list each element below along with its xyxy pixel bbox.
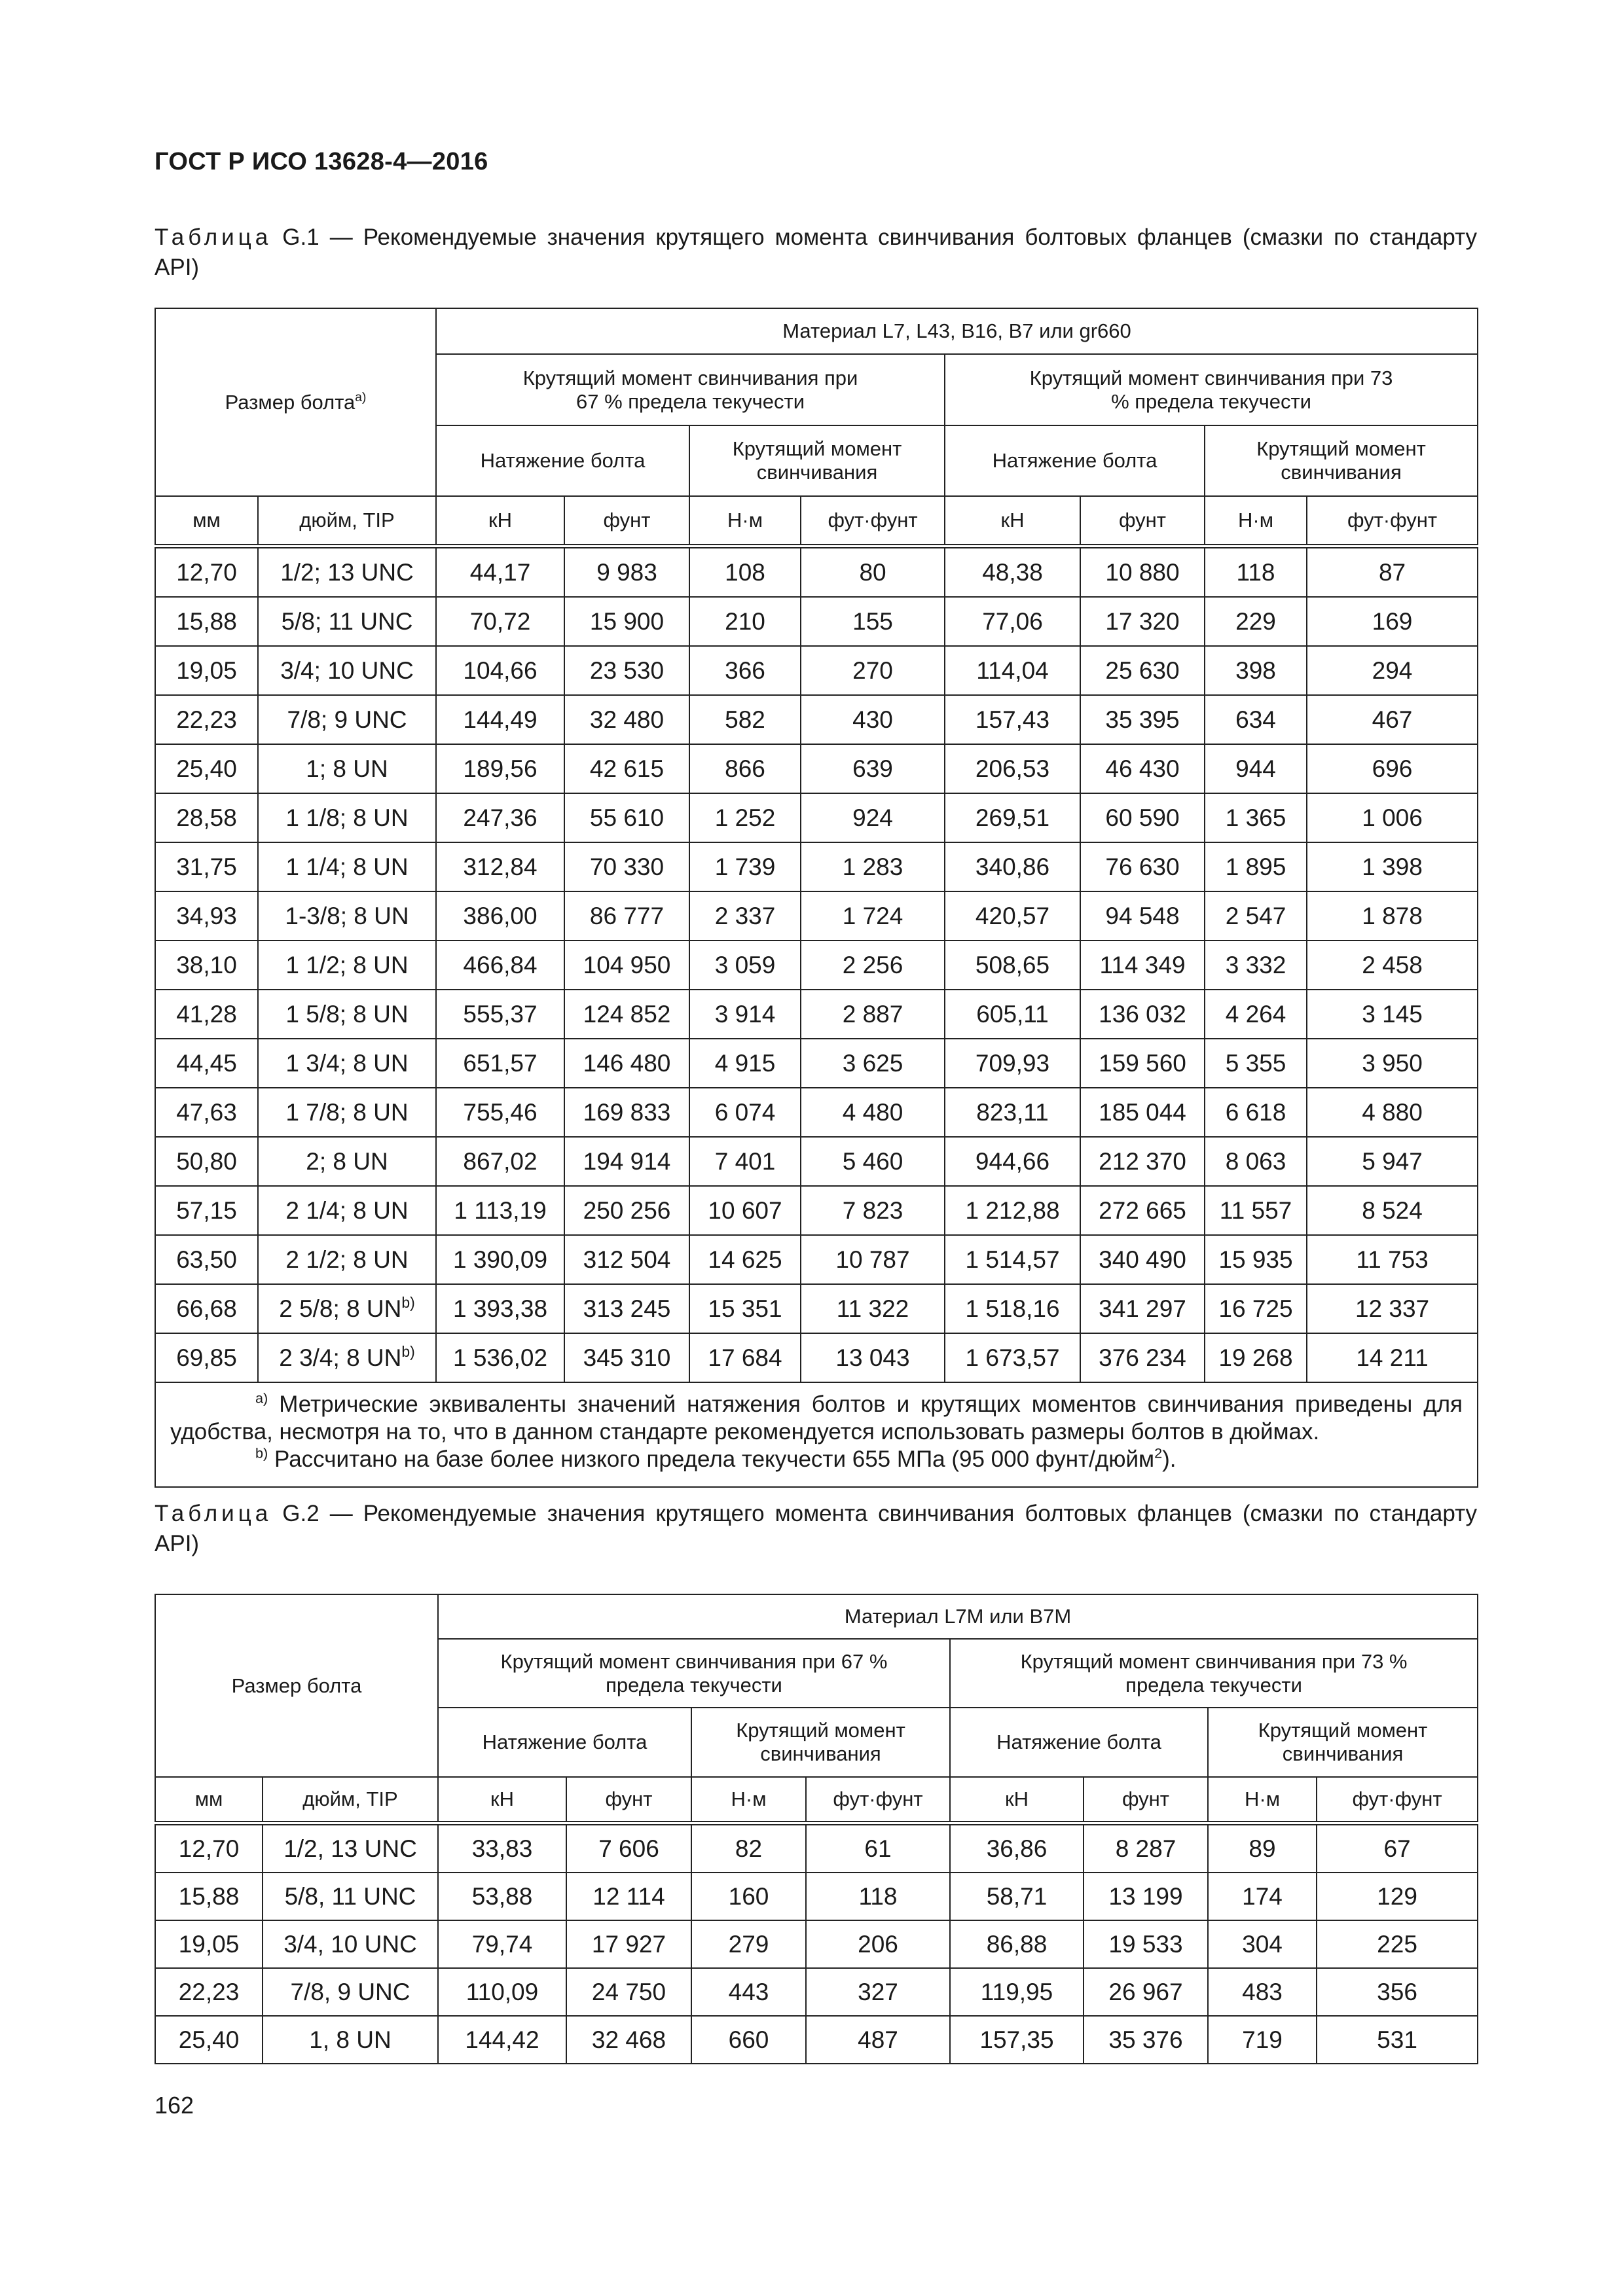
cell-lb73: 60 590 [1080, 793, 1205, 842]
cell-mm: 50,80 [155, 1137, 258, 1186]
cell-lb67: 104 950 [564, 941, 689, 990]
cell-mm: 63,50 [155, 1235, 258, 1284]
cell-nm73: 229 [1205, 597, 1307, 646]
cell-inch: 1; 8 UN [258, 744, 436, 793]
cell-mm: 19,05 [155, 1920, 263, 1968]
unit-header: мм [155, 496, 258, 547]
cell-ftlb73: 3 950 [1307, 1039, 1478, 1088]
cell-inch: 1-3/8; 8 UN [258, 891, 436, 941]
cell-kn67: 189,56 [436, 744, 564, 793]
table-row [155, 941, 1478, 990]
cell-nm67: 14 625 [689, 1235, 801, 1284]
cell-ftlb67: 2 256 [801, 941, 945, 990]
cell-lb67: 194 914 [564, 1137, 689, 1186]
cell-kn67: 33,83 [438, 1823, 566, 1873]
cell-mm: 25,40 [155, 2016, 263, 2064]
cell-mm: 12,70 [155, 547, 258, 598]
cell-nm73: 3 332 [1205, 941, 1307, 990]
cell-lb67: 23 530 [564, 646, 689, 695]
cell-lb73: 35 395 [1080, 695, 1205, 744]
cell-kn73: 709,93 [945, 1039, 1080, 1088]
table-row [155, 1333, 1478, 1382]
bolt-size-header: Размер болта$^{a)}$ [155, 308, 436, 496]
cell-lb67: 42 615 [564, 744, 689, 793]
unit-header: дюйм, TIP [258, 496, 436, 547]
table-row [155, 547, 1478, 598]
cell-kn73: 269,51 [945, 793, 1080, 842]
tension-67-header: Натяжение болта [438, 1708, 691, 1777]
table-row [155, 1284, 1478, 1333]
cell-lb73: 17 320 [1080, 597, 1205, 646]
cell-kn67: 1 113,19 [436, 1186, 564, 1235]
cell-lb73: 19 533 [1084, 1920, 1208, 1968]
cell-mm: 15,88 [155, 597, 258, 646]
table-row [155, 1088, 1478, 1137]
cell-lb73: 272 665 [1080, 1186, 1205, 1235]
cell-lb67: 12 114 [566, 1873, 691, 1920]
cell-nm67: 1 739 [689, 842, 801, 891]
cell-kn73: 944,66 [945, 1137, 1080, 1186]
torque-value-73-header: Крутящий момент свинчивания [1208, 1708, 1478, 1777]
cell-inch: 1 1/4; 8 UN [258, 842, 436, 891]
cell-nm73: 5 355 [1205, 1039, 1307, 1088]
table2-caption-label: Таблица [155, 1501, 272, 1526]
cell-lb67: 17 927 [566, 1920, 691, 1968]
cell-ftlb67: 270 [801, 646, 945, 695]
cell-mm: 22,23 [155, 1968, 263, 2016]
cell-nm73: 16 725 [1205, 1284, 1307, 1333]
cell-ftlb73: 3 145 [1307, 990, 1478, 1039]
cell-nm73: 2 547 [1205, 891, 1307, 941]
cell-nm67: 660 [691, 2016, 806, 2064]
cell-kn67: 386,00 [436, 891, 564, 941]
cell-kn73: 420,57 [945, 891, 1080, 941]
unit-header: кН [436, 496, 564, 547]
cell-mm: 38,10 [155, 941, 258, 990]
cell-kn67: 70,72 [436, 597, 564, 646]
cell-lb73: 13 199 [1084, 1873, 1208, 1920]
cell-lb67: 9 983 [564, 547, 689, 598]
table-row [155, 1920, 1478, 1968]
unit-header: мм [155, 1777, 263, 1823]
material-header: Материал L7M или B7M [438, 1594, 1478, 1639]
footnote-b: $^{b)}$ Рассчитано на базе более низкого предела текучести 655 МПа (95 000 фунт/дюйм$^2$). [255, 1444, 1176, 1472]
table-row [155, 1137, 1478, 1186]
cell-ftlb67: 487 [806, 2016, 950, 2064]
cell-lb73: 376 234 [1080, 1333, 1205, 1382]
cell-nm73: 483 [1208, 1968, 1317, 2016]
cell-nm73: 8 063 [1205, 1137, 1307, 1186]
cell-kn67: 312,84 [436, 842, 564, 891]
cell-nm73: 174 [1208, 1873, 1317, 1920]
cell-inch: 1 5/8; 8 UN [258, 990, 436, 1039]
cell-nm73: 1 895 [1205, 842, 1307, 891]
table-row [155, 1186, 1478, 1235]
cell-kn67: 555,37 [436, 990, 564, 1039]
cell-nm67: 3 059 [689, 941, 801, 990]
torque-value-73-header: Крутящий момент свинчивания [1205, 425, 1478, 496]
cell-lb73: 341 297 [1080, 1284, 1205, 1333]
table1-footnotes [155, 1382, 1478, 1487]
cell-kn67: 1 390,09 [436, 1235, 564, 1284]
table-row [155, 646, 1478, 695]
cell-kn73: 1 514,57 [945, 1235, 1080, 1284]
cell-lb73: 26 967 [1084, 1968, 1208, 2016]
unit-header: кН [950, 1777, 1084, 1823]
cell-nm73: 719 [1208, 2016, 1317, 2064]
cell-nm67: 866 [689, 744, 801, 793]
table-row [155, 1823, 1478, 1873]
unit-header: дюйм, TIP [263, 1777, 438, 1823]
cell-mm: 34,93 [155, 891, 258, 941]
table2-caption [155, 1499, 1477, 1559]
cell-mm: 25,40 [155, 744, 258, 793]
cell-ftlb73: 356 [1317, 1968, 1478, 2016]
cell-nm73: 304 [1208, 1920, 1317, 1968]
table-row [155, 1039, 1478, 1088]
cell-lb73: 94 548 [1080, 891, 1205, 941]
cell-ftlb73: 1 006 [1307, 793, 1478, 842]
cell-kn73: 340,86 [945, 842, 1080, 891]
cell-kn67: 466,84 [436, 941, 564, 990]
cell-lb67: 7 606 [566, 1823, 691, 1873]
cell-kn73: 157,35 [950, 2016, 1084, 2064]
cell-kn67: 110,09 [438, 1968, 566, 2016]
table-row [155, 695, 1478, 744]
cell-nm67: 160 [691, 1873, 806, 1920]
cell-kn73: 86,88 [950, 1920, 1084, 1968]
table-row [155, 891, 1478, 941]
unit-header: Н·м [689, 496, 801, 547]
unit-header: фунт [1080, 496, 1205, 547]
cell-nm67: 17 684 [689, 1333, 801, 1382]
unit-header: Н·м [691, 1777, 806, 1823]
cell-mm: 31,75 [155, 842, 258, 891]
cell-lb73: 46 430 [1080, 744, 1205, 793]
torque-table-g1 [155, 308, 1478, 1488]
cell-kn67: 104,66 [436, 646, 564, 695]
cell-inch: 1 1/8; 8 UN [258, 793, 436, 842]
cell-kn73: 157,43 [945, 695, 1080, 744]
cell-nm73: 15 935 [1205, 1235, 1307, 1284]
cell-ftlb73: 225 [1317, 1920, 1478, 1968]
table-row [155, 842, 1478, 891]
page-number: 162 [155, 2092, 194, 2119]
cell-inch: 3/4, 10 UNC [263, 1920, 438, 1968]
cell-lb73: 212 370 [1080, 1137, 1205, 1186]
cell-ftlb67: 11 322 [801, 1284, 945, 1333]
table-row [155, 597, 1478, 646]
cell-nm67: 366 [689, 646, 801, 695]
cell-lb67: 124 852 [564, 990, 689, 1039]
cell-lb73: 10 880 [1080, 547, 1205, 598]
cell-lb73: 76 630 [1080, 842, 1205, 891]
cell-nm73: 19 268 [1205, 1333, 1307, 1382]
footnote-marker: b) [401, 1293, 415, 1311]
cell-mm: 57,15 [155, 1186, 258, 1235]
cell-ftlb73: 8 524 [1307, 1186, 1478, 1235]
unit-header: Н·м [1208, 1777, 1317, 1823]
cell-ftlb67: 10 787 [801, 1235, 945, 1284]
cell-inch: 5/8, 11 UNC [263, 1873, 438, 1920]
cell-ftlb67: 1 283 [801, 842, 945, 891]
unit-header: фут·фунт [1317, 1777, 1478, 1823]
table-row [155, 1968, 1478, 2016]
cell-mm: 41,28 [155, 990, 258, 1039]
cell-lb67: 15 900 [564, 597, 689, 646]
cell-inch: 1/2; 13 UNC [258, 547, 436, 598]
cell-ftlb67: 2 887 [801, 990, 945, 1039]
cell-kn73: 114,04 [945, 646, 1080, 695]
cell-ftlb73: 467 [1307, 695, 1478, 744]
table2-caption-text: G.2 — Рекомендуемые значения крутящего момента свинчивания болтовых фланцев (смазки по стандарту API) [155, 1501, 1477, 1556]
cell-nm73: 11 557 [1205, 1186, 1307, 1235]
cell-kn67: 867,02 [436, 1137, 564, 1186]
cell-nm67: 443 [691, 1968, 806, 2016]
cell-lb67: 24 750 [566, 1968, 691, 2016]
cell-mm: 47,63 [155, 1088, 258, 1137]
tension-67-header: Натяжение болта [436, 425, 689, 496]
unit-header: фут·фунт [806, 1777, 950, 1823]
cell-lb67: 86 777 [564, 891, 689, 941]
cell-ftlb73: 531 [1317, 2016, 1478, 2064]
cell-lb67: 55 610 [564, 793, 689, 842]
cell-inch: 1, 8 UN [263, 2016, 438, 2064]
cell-ftlb73: 12 337 [1307, 1284, 1478, 1333]
tension-73-header: Натяжение болта [950, 1708, 1208, 1777]
cell-ftlb67: 4 480 [801, 1088, 945, 1137]
cell-kn73: 58,71 [950, 1873, 1084, 1920]
cell-ftlb67: 639 [801, 744, 945, 793]
cell-nm73: 398 [1205, 646, 1307, 695]
cell-lb73: 136 032 [1080, 990, 1205, 1039]
cell-inch: 1 3/4; 8 UN [258, 1039, 436, 1088]
cell-lb73: 35 376 [1084, 2016, 1208, 2064]
cell-ftlb73: 14 211 [1307, 1333, 1478, 1382]
cell-kn67: 44,17 [436, 547, 564, 598]
cell-ftlb73: 2 458 [1307, 941, 1478, 990]
cell-lb67: 169 833 [564, 1088, 689, 1137]
cell-nm67: 10 607 [689, 1186, 801, 1235]
cell-inch: 1/2, 13 UNC [263, 1823, 438, 1873]
cell-nm67: 4 915 [689, 1039, 801, 1088]
cell-kn67: 755,46 [436, 1088, 564, 1137]
table-row [155, 793, 1478, 842]
cell-ftlb73: 4 880 [1307, 1088, 1478, 1137]
torque-67-header: Крутящий момент свинчивания при 67 % предела текучести [436, 354, 945, 425]
torque-table-g2 [155, 1594, 1478, 2064]
cell-kn73: 1 212,88 [945, 1186, 1080, 1235]
table-row [155, 744, 1478, 793]
unit-header: фунт [566, 1777, 691, 1823]
cell-nm67: 279 [691, 1920, 806, 1968]
cell-lb67: 70 330 [564, 842, 689, 891]
cell-nm67: 6 074 [689, 1088, 801, 1137]
cell-ftlb67: 61 [806, 1823, 950, 1873]
cell-mm: 19,05 [155, 646, 258, 695]
cell-lb73: 8 287 [1084, 1823, 1208, 1873]
cell-inch: 2 3/4; 8 UN$^{b)}$ [258, 1333, 436, 1382]
cell-ftlb67: 5 460 [801, 1137, 945, 1186]
cell-nm67: 2 337 [689, 891, 801, 941]
bolt-size-note-marker: a) [355, 390, 367, 404]
unit-header: кН [945, 496, 1080, 547]
cell-inch: 2 1/2; 8 UN [258, 1235, 436, 1284]
table1-caption [155, 223, 1477, 283]
unit-header: кН [438, 1777, 566, 1823]
cell-lb67: 345 310 [564, 1333, 689, 1382]
cell-ftlb67: 924 [801, 793, 945, 842]
tension-73-header: Натяжение болта [945, 425, 1205, 496]
cell-lb67: 32 468 [566, 2016, 691, 2064]
cell-lb73: 185 044 [1080, 1088, 1205, 1137]
cell-ftlb73: 11 753 [1307, 1235, 1478, 1284]
cell-ftlb67: 13 043 [801, 1333, 945, 1382]
cell-lb67: 250 256 [564, 1186, 689, 1235]
cell-kn67: 247,36 [436, 793, 564, 842]
document-header: ГОСТ Р ИСО 13628-4—2016 [155, 148, 488, 175]
cell-mm: 44,45 [155, 1039, 258, 1088]
cell-inch: 1 7/8; 8 UN [258, 1088, 436, 1137]
cell-lb73: 114 349 [1080, 941, 1205, 990]
cell-ftlb73: 129 [1317, 1873, 1478, 1920]
cell-nm73: 4 264 [1205, 990, 1307, 1039]
cell-mm: 66,68 [155, 1284, 258, 1333]
cell-kn67: 1 536,02 [436, 1333, 564, 1382]
cell-inch: 2; 8 UN [258, 1137, 436, 1186]
cell-kn73: 77,06 [945, 597, 1080, 646]
cell-ftlb67: 80 [801, 547, 945, 598]
cell-nm67: 108 [689, 547, 801, 598]
cell-nm67: 3 914 [689, 990, 801, 1039]
cell-lb73: 340 490 [1080, 1235, 1205, 1284]
unit-header: фунт [564, 496, 689, 547]
cell-inch: 2 5/8; 8 UN$^{b)}$ [258, 1284, 436, 1333]
material-header: Материал L7, L43, B16, B7 или gr660 [436, 308, 1478, 354]
cell-nm67: 82 [691, 1823, 806, 1873]
cell-nm67: 7 401 [689, 1137, 801, 1186]
torque-value-67-header: Крутящий момент свинчивания [691, 1708, 950, 1777]
cell-ftlb67: 3 625 [801, 1039, 945, 1088]
cell-kn73: 823,11 [945, 1088, 1080, 1137]
table-row [155, 1235, 1478, 1284]
table1-caption-text: G.1 — Рекомендуемые значения крутящего момента свинчивания болтовых фланцев (смазки по стандарту API) [155, 224, 1477, 280]
footnote-a: $^{a)}$ Метрические эквиваленты значений натяжения болтов и крутящих моментов свинчивания приведены для удобства, несмотря на то, что в данном стандарте рекомендуется использовать размеры болтов в дюймах. [170, 1390, 1463, 1444]
cell-lb67: 32 480 [564, 695, 689, 744]
cell-lb73: 159 560 [1080, 1039, 1205, 1088]
cell-nm67: 15 351 [689, 1284, 801, 1333]
cell-inch: 3/4; 10 UNC [258, 646, 436, 695]
cell-kn67: 144,42 [438, 2016, 566, 2064]
cell-mm: 15,88 [155, 1873, 263, 1920]
cell-ftlb73: 5 947 [1307, 1137, 1478, 1186]
cell-ftlb73: 87 [1307, 547, 1478, 598]
cell-ftlb67: 206 [806, 1920, 950, 1968]
cell-kn67: 651,57 [436, 1039, 564, 1088]
cell-ftlb73: 294 [1307, 646, 1478, 695]
unit-header: фунт [1084, 1777, 1208, 1823]
cell-ftlb67: 327 [806, 1968, 950, 2016]
cell-nm73: 118 [1205, 547, 1307, 598]
cell-ftlb73: 1 878 [1307, 891, 1478, 941]
torque-73-header: Крутящий момент свинчивания при 73 % предела текучести [945, 354, 1478, 425]
cell-inch: 7/8; 9 UNC [258, 695, 436, 744]
cell-kn67: 144,49 [436, 695, 564, 744]
cell-ftlb73: 169 [1307, 597, 1478, 646]
bolt-size-header: Размер болта [155, 1594, 438, 1777]
cell-lb67: 146 480 [564, 1039, 689, 1088]
cell-kn73: 1 518,16 [945, 1284, 1080, 1333]
cell-kn73: 119,95 [950, 1968, 1084, 2016]
table-row [155, 990, 1478, 1039]
cell-inch: 5/8; 11 UNC [258, 597, 436, 646]
cell-kn67: 1 393,38 [436, 1284, 564, 1333]
unit-header: Н·м [1205, 496, 1307, 547]
cell-nm73: 944 [1205, 744, 1307, 793]
cell-lb67: 313 245 [564, 1284, 689, 1333]
cell-kn73: 36,86 [950, 1823, 1084, 1873]
cell-kn73: 508,65 [945, 941, 1080, 990]
torque-73-header: Крутящий момент свинчивания при 73 % предела текучести [950, 1639, 1478, 1708]
torque-value-67-header: Крутящий момент свинчивания [689, 425, 945, 496]
cell-ftlb67: 155 [801, 597, 945, 646]
cell-nm67: 210 [689, 597, 801, 646]
cell-mm: 28,58 [155, 793, 258, 842]
cell-ftlb73: 1 398 [1307, 842, 1478, 891]
cell-nm73: 634 [1205, 695, 1307, 744]
cell-ftlb67: 118 [806, 1873, 950, 1920]
cell-ftlb67: 1 724 [801, 891, 945, 941]
unit-header: фут·фунт [1307, 496, 1478, 547]
table1-caption-label: Таблица [155, 224, 272, 250]
cell-nm73: 6 618 [1205, 1088, 1307, 1137]
cell-kn73: 605,11 [945, 990, 1080, 1039]
cell-inch: 1 1/2; 8 UN [258, 941, 436, 990]
cell-ftlb67: 430 [801, 695, 945, 744]
footnote-marker: b) [401, 1342, 415, 1360]
cell-mm: 22,23 [155, 695, 258, 744]
cell-mm: 12,70 [155, 1823, 263, 1873]
cell-inch: 7/8, 9 UNC [263, 1968, 438, 2016]
table-row [155, 1873, 1478, 1920]
cell-inch: 2 1/4; 8 UN [258, 1186, 436, 1235]
torque-67-header: Крутящий момент свинчивания при 67 % предела текучести [438, 1639, 950, 1708]
cell-nm67: 1 252 [689, 793, 801, 842]
cell-ftlb73: 67 [1317, 1823, 1478, 1873]
cell-lb67: 312 504 [564, 1235, 689, 1284]
cell-ftlb73: 696 [1307, 744, 1478, 793]
unit-header: фут·фунт [801, 496, 945, 547]
table-row [155, 2016, 1478, 2064]
cell-kn67: 79,74 [438, 1920, 566, 1968]
cell-kn67: 53,88 [438, 1873, 566, 1920]
cell-nm73: 89 [1208, 1823, 1317, 1873]
cell-kn73: 48,38 [945, 547, 1080, 598]
cell-nm67: 582 [689, 695, 801, 744]
cell-mm: 69,85 [155, 1333, 258, 1382]
cell-ftlb67: 7 823 [801, 1186, 945, 1235]
cell-lb73: 25 630 [1080, 646, 1205, 695]
cell-kn73: 1 673,57 [945, 1333, 1080, 1382]
cell-kn73: 206,53 [945, 744, 1080, 793]
cell-nm73: 1 365 [1205, 793, 1307, 842]
